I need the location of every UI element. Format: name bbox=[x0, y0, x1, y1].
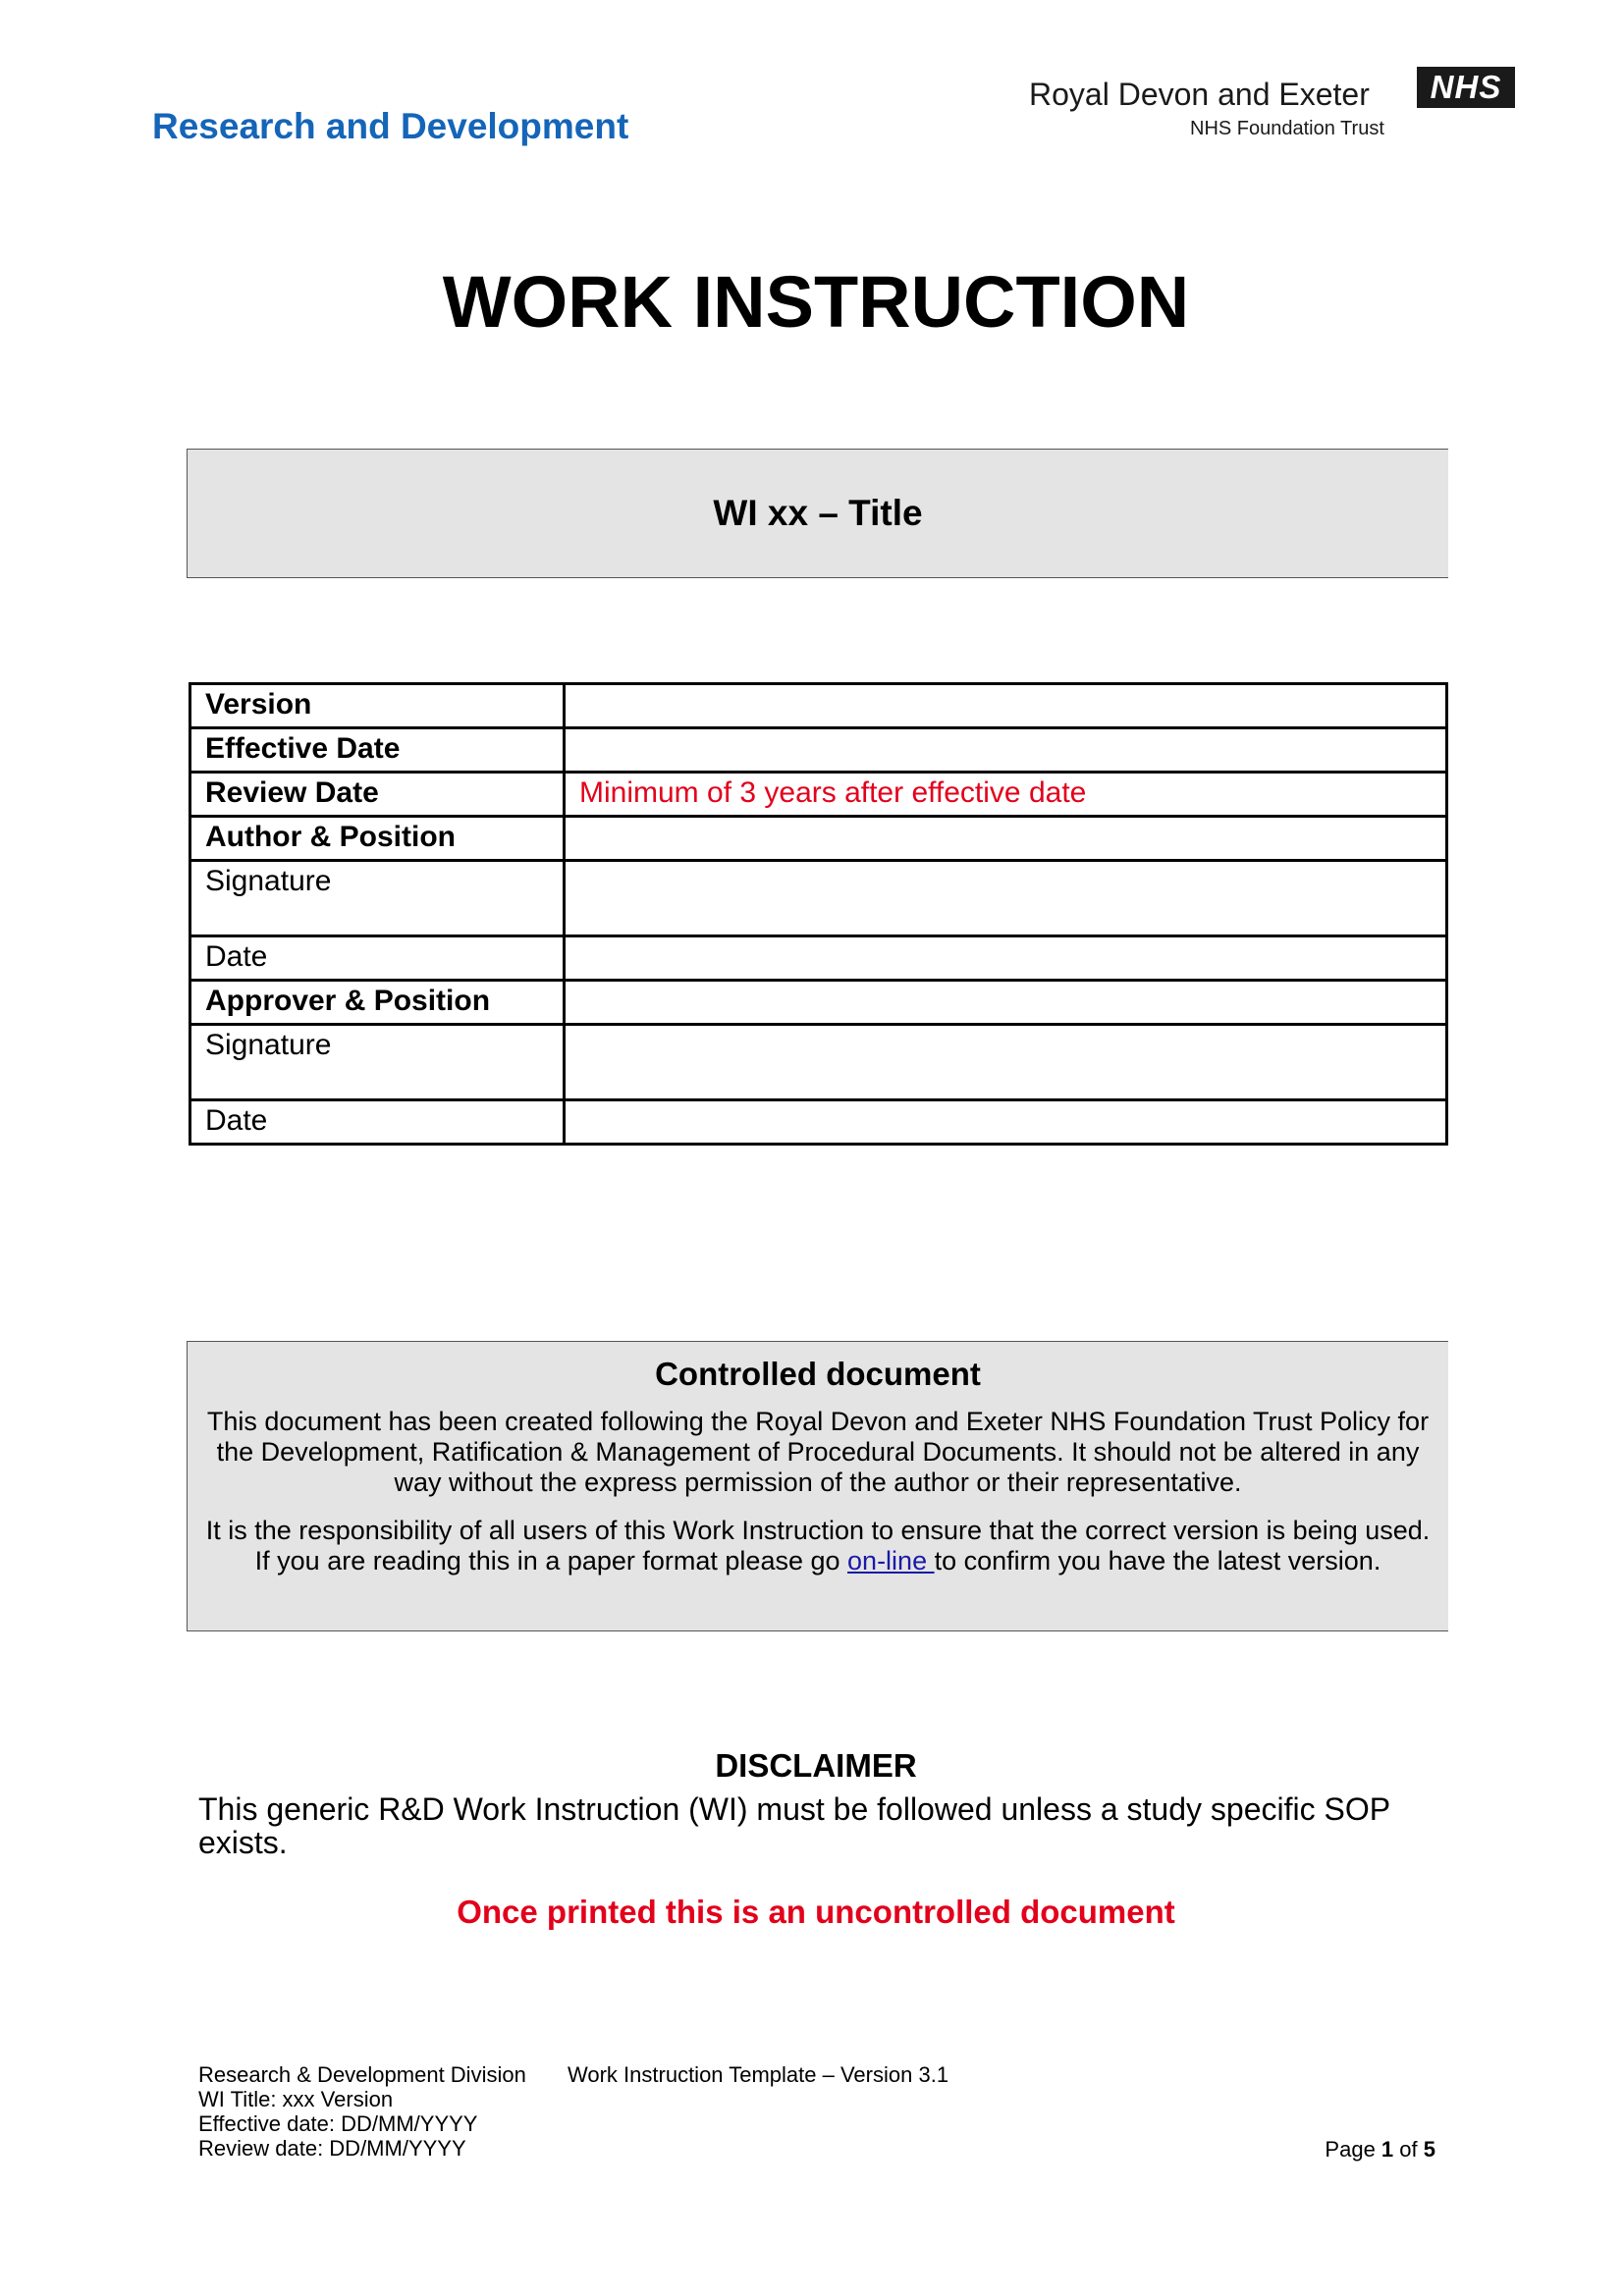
table-row bbox=[190, 981, 1447, 1025]
controlled-document-responsibility-text bbox=[195, 1516, 1440, 1576]
effective-date-label: Effective Date bbox=[190, 728, 565, 773]
controlled-document-title: Controlled document bbox=[655, 1356, 981, 1392]
table-row bbox=[190, 728, 1447, 773]
footer-effective-date: Effective date: DD/MM/YYYY bbox=[198, 2111, 478, 2136]
approver-label: Approver & Position bbox=[190, 981, 565, 1025]
page-prefix: Page bbox=[1325, 2137, 1381, 2162]
author-value bbox=[565, 817, 1447, 861]
nhs-logo: NHS bbox=[1417, 67, 1515, 108]
controlled-document-box bbox=[187, 1341, 1448, 1631]
responsibility-text-start: It is the responsibility of all users of this Work Instruction to ensure that the correct version is being used. If you are reading this in a paper format please go bbox=[205, 1516, 1431, 1575]
uncontrolled-warning: Once printed this is an uncontrolled document bbox=[457, 1894, 1175, 1930]
trust-subtitle: NHS Foundation Trust bbox=[1190, 118, 1384, 139]
page-title: WORK INSTRUCTION bbox=[442, 261, 1190, 343]
author-label: Author & Position bbox=[190, 817, 565, 861]
table-row bbox=[190, 936, 1447, 981]
effective-date-value bbox=[565, 728, 1447, 773]
document-info-table bbox=[189, 682, 1448, 1146]
table-row bbox=[190, 773, 1447, 817]
table-row bbox=[190, 861, 1447, 936]
table-row bbox=[190, 1025, 1447, 1100]
approver-date-value bbox=[565, 1100, 1447, 1145]
disclaimer-text: This generic R&D Work Instruction (WI) must be followed unless a study specific SOP exists. bbox=[198, 1791, 1390, 1860]
review-date-label: Review Date bbox=[190, 773, 565, 817]
version-label: Version bbox=[190, 684, 565, 728]
author-date-label: Date bbox=[190, 936, 565, 981]
approver-signature-label: Signature bbox=[190, 1025, 565, 1100]
footer-division: Research & Development Division bbox=[198, 2062, 526, 2087]
footer-details bbox=[198, 2062, 526, 2161]
page-number bbox=[1325, 2137, 1435, 2162]
document-title: WI xx – Title bbox=[713, 493, 923, 533]
trust-name: Royal Devon and Exeter bbox=[1029, 77, 1370, 112]
version-value bbox=[565, 684, 1447, 728]
table-row bbox=[190, 817, 1447, 861]
author-signature-label: Signature bbox=[190, 861, 565, 936]
page-of: of bbox=[1393, 2137, 1424, 2162]
review-date-value: Minimum of 3 years after effective date bbox=[565, 773, 1447, 817]
footer-template-version: Work Instruction Template – Version 3.1 bbox=[568, 2062, 949, 2087]
responsibility-text-end: to confirm you have the latest version. bbox=[934, 1546, 1381, 1575]
table-row bbox=[190, 684, 1447, 728]
footer-review-date: Review date: DD/MM/YYYY bbox=[198, 2136, 466, 2161]
department-heading: Research and Development bbox=[152, 106, 629, 146]
page-total: 5 bbox=[1423, 2137, 1435, 2162]
controlled-document-policy-text: This document has been created following the Royal Devon and Exeter NHS Foundation Trust Policy for the Development, Ratification & Management of Procedural Documents. It should not be altered in any way without the express permission of the author or their representative. bbox=[206, 1407, 1430, 1497]
online-link[interactable]: on-line bbox=[847, 1546, 935, 1575]
page-current: 1 bbox=[1380, 2137, 1394, 2162]
author-date-value bbox=[565, 936, 1447, 981]
footer-wi-title: WI Title: xxx Version bbox=[198, 2087, 394, 2111]
approver-value bbox=[565, 981, 1447, 1025]
table-row bbox=[190, 1100, 1447, 1145]
disclaimer-heading: DISCLAIMER bbox=[715, 1747, 917, 1784]
document-title-box bbox=[187, 449, 1448, 578]
approver-date-label: Date bbox=[190, 1100, 565, 1145]
author-signature-value bbox=[565, 861, 1447, 936]
approver-signature-value bbox=[565, 1025, 1447, 1100]
